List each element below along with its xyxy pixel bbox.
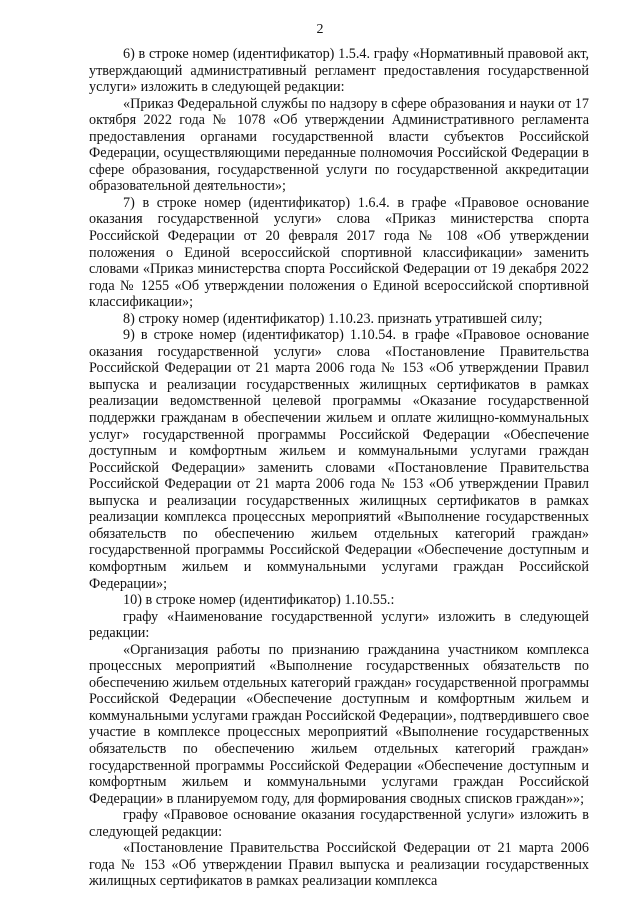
paragraph-item-10: 10) в строке номер (идентификатор) 1.10.55.:: [123, 592, 395, 609]
paragraph-order-quote: «Приказ Федеральной службы по надзору в сфере образования и науки от 17 октября 2022 года № 1078 «Об утверждении Административного регламента предоставления органами государственной власти субъектов Российской Федерации, осуществляющими переданные полномочия Российской Федерации в сфере образования, государственной услуги по государственной аккредитации образовательной деятельности»;: [89, 95, 589, 195]
paragraph-legal-basis-column: графу «Правовое основание оказания государственной услуги» изложить в следующей редакции:: [89, 807, 589, 840]
paragraph-item-9: 9) в строке номер (идентификатор) 1.10.54. в графе «Правовое основание оказания государственной услуги» слова «Постановление Правительства Российской Федерации от 21 марта 2006 года № 153 «Об утверждении Правил выпуска и реализации государственных жилищных сертификатов в рамках реализации ведомственной целевой программы «Оказание государственной поддержки гражданам в обеспечении жильем и оплате жилищно-коммунальных услуг» государственной программы Российской Федерации «Обеспечение доступным и комфортным жильем и коммунальными услугами граждан Российской Федерации» заменить словами «Постановление Правительства Российской Федерации от 21 марта 2006 года № 153 «Об утверждении Правил выпуска и реализации государственных жилищных сертификатов в рамках реализации комплекса процессных мероприятий «Выполнение государственных обязательств по обеспечению жильем отдельных категорий граждан» государственной программы Российской Федерации «Обеспечение доступным и комфортным жильем и коммунальными услугами граждан Российской Федерации»;: [89, 327, 589, 592]
paragraph-service-name-column: графу «Наименование государственной услуги» изложить в следующей редакции:: [89, 608, 589, 642]
paragraph-service-name-quote: «Организация работы по признанию гражданина участником комплекса процессных мероприятий «Выполнение государственных обязательств по обеспечению жильем отдельных категорий граждан» государственной программы Российской Федерации «Обеспечение доступным и комфортным жильем и коммунальными услугами граждан Российской Федерации», подтвердившего свое участие в комплексе процессных мероприятий «Выполнение государственных обязательств по обеспечению жильем отдельных категорий граждан» государственной программы Российской Федерации «Обеспечение доступным и комфортным жильем и коммунальными услугами граждан Российской Федерации» в планируемом году, для формирования сводных списков граждан»»;: [89, 641, 589, 807]
paragraph-item-8: 8) строку номер (идентификатор) 1.10.23. признать утратившей силу;: [123, 310, 543, 327]
paragraph-item-6: 6) в строке номер (идентификатор) 1.5.4. графу «Нормативный правовой акт, утверждающий административный регламент предоставления государственной услуги» изложить в следующей редакции:: [89, 46, 589, 96]
page-number: 2: [316, 22, 324, 37]
paragraph-item-7: 7) в строке номер (идентификатор) 1.6.4. в графе «Правовое основание оказания государственной услуги» слова «Приказ министерства спорта Российской Федерации от 20 февраля 2017 года № 108 «Об утверждении положения о Единой всероссийской спортивной классификации» заменить словами «Приказ министерства спорта Российской Федерации от 19 декабря 2022 года № 1255 «Об утверждении положения о Единой всероссийской спортивной классификации»;: [89, 194, 589, 311]
document-body: [89, 46, 589, 890]
paragraph-legal-basis-quote: «Постановление Правительства Российской Федерации от 21 марта 2006 года № 153 «Об утверждении Правил выпуска и реализации государственных жилищных сертификатов в рамках реализации комплекса: [89, 840, 589, 890]
